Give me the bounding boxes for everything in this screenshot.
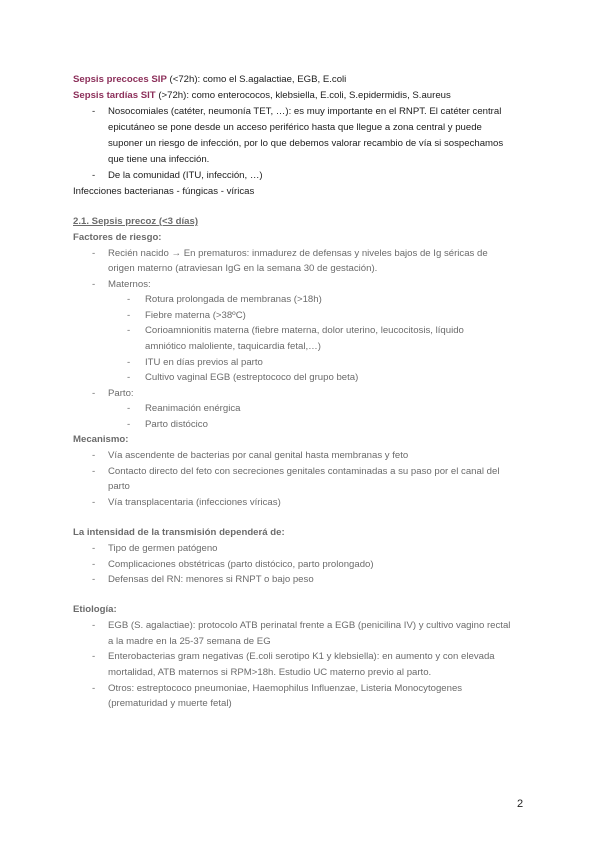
mechanism-item: Vía transplacentaria (infecciones víricas) [108,497,281,508]
intensity-item: Defensas del RN: menores si RNPT o bajo peso [108,574,314,585]
etiology-heading: Etiología: [73,604,117,615]
maternal-item: Corioamnionitis materna (fiebre materna, dolor uterino, leucocitosis, líquido [145,325,464,336]
nosocomial-line: epicutáneo se pone desde un acceso periférico hasta que llegue a zona central y puede [108,122,482,133]
bullet-dash: - [127,403,131,414]
bullet-dash: - [92,106,96,117]
sip-line [73,74,346,86]
maternal-label: Maternos: [108,279,151,290]
newborn-item: origen materno (atraviesan IgG en la semana 30 de gestación). [108,263,378,274]
bullet-dash: - [92,574,96,585]
bullet-dash: - [92,279,96,290]
birth-label: Parto: [108,388,134,399]
bullet-dash: - [92,248,96,259]
sit-line [73,90,451,102]
bullet-dash: - [92,497,96,508]
bullet-dash: - [92,466,96,477]
bullet-dash: - [92,388,96,399]
bullet-dash: - [92,651,96,662]
maternal-item: ITU en días previos al parto [145,357,263,368]
etiology-item: a la madre en la 25-37 semana de EG [108,636,271,647]
maternal-item: Fiebre materna (>38ºC) [145,310,246,321]
sip-text: (<72h): como el S.agalactiae, EGB, E.coli [166,74,347,85]
risk-factors-heading: Factores de riesgo: [73,232,162,243]
bullet-dash: - [92,450,96,461]
etiology-item: Otros: estreptococo pneumoniae, Haemophilus Influenzae, Listeria Monocytogenes [108,683,463,694]
section-title: 2.1. Sepsis precoz (<3 días) [73,216,199,227]
birth-item: Reanimación enérgica [145,403,241,414]
bullet-dash: - [127,294,131,305]
maternal-item: amniótico maloliente, taquicardia fetal,…) [145,341,321,352]
birth-item: Parto distócico [145,419,208,430]
etiology-item: EGB (S. agalactiae): protocolo ATB perinatal frente a EGB (penicilina IV) y cultivo vagino rectal [108,620,511,631]
intensity-item: Tipo de germen patógeno [108,543,218,554]
nosocomial-line: Nosocomiales (catéter, neumonía TET, …): es muy importante en el RNPT. El catéter central [108,106,502,117]
sip-label: Sepsis precoces SIP [73,74,167,85]
infection-types: Infecciones bacterianas - fúngicas - víricas [73,186,255,197]
bullet-dash: - [92,543,96,554]
etiology-item: mortalidad, ATB maternos si RPM>18h. Estudio UC materno previo al parto. [108,667,432,678]
bullet-dash: - [127,372,131,383]
sit-text: (>72h): como enterococos, klebsiella, E.coli, S.epidermidis, S.aureus [155,90,451,101]
bullet-dash: - [92,170,96,181]
bullet-dash: - [127,325,131,336]
intensity-heading: La intensidad de la transmisión dependerá de: [73,527,285,538]
mechanism-item: parto [108,481,130,492]
maternal-item: Cultivo vaginal EGB (estreptococo del grupo beta) [145,372,359,383]
page-number: 2 [517,798,524,810]
etiology-item: Enterobacterias gram negativas (E.coli serotipo K1 y klebsiella): en aumento y con elevada [108,651,495,662]
newborn-item: Recién nacido → En prematuros: inmadurez de defensas y niveles bajos de Ig séricas de [108,248,488,259]
bullet-dash: - [127,310,131,321]
bullet-dash: - [92,559,96,570]
bullet-dash: - [127,357,131,368]
etiology-item: (prematuridad y muerte fetal) [108,698,232,709]
nosocomial-line: que tiene una infección. [108,154,210,165]
bullet-dash: - [127,419,131,430]
bullet-dash: - [92,620,96,631]
mechanism-item: Contacto directo del feto con secreciones genitales contaminadas a su paso por el canal del [108,466,500,477]
intensity-item: Complicaciones obstétricas (parto distócico, parto prolongado) [108,559,374,570]
community-item: De la comunidad (ITU, infección, …) [108,170,263,181]
mechanism-heading: Mecanismo: [73,434,129,445]
sit-label: Sepsis tardías SIT [73,90,156,101]
maternal-item: Rotura prolongada de membranas (>18h) [145,294,322,305]
bullet-dash: - [92,683,96,694]
nosocomial-line: suponer un riesgo de infección, por lo que debemos valorar recambio de vía si sospechamos [108,138,504,149]
mechanism-item: Vía ascendente de bacterias por canal genital hasta membranas y feto [108,450,409,461]
